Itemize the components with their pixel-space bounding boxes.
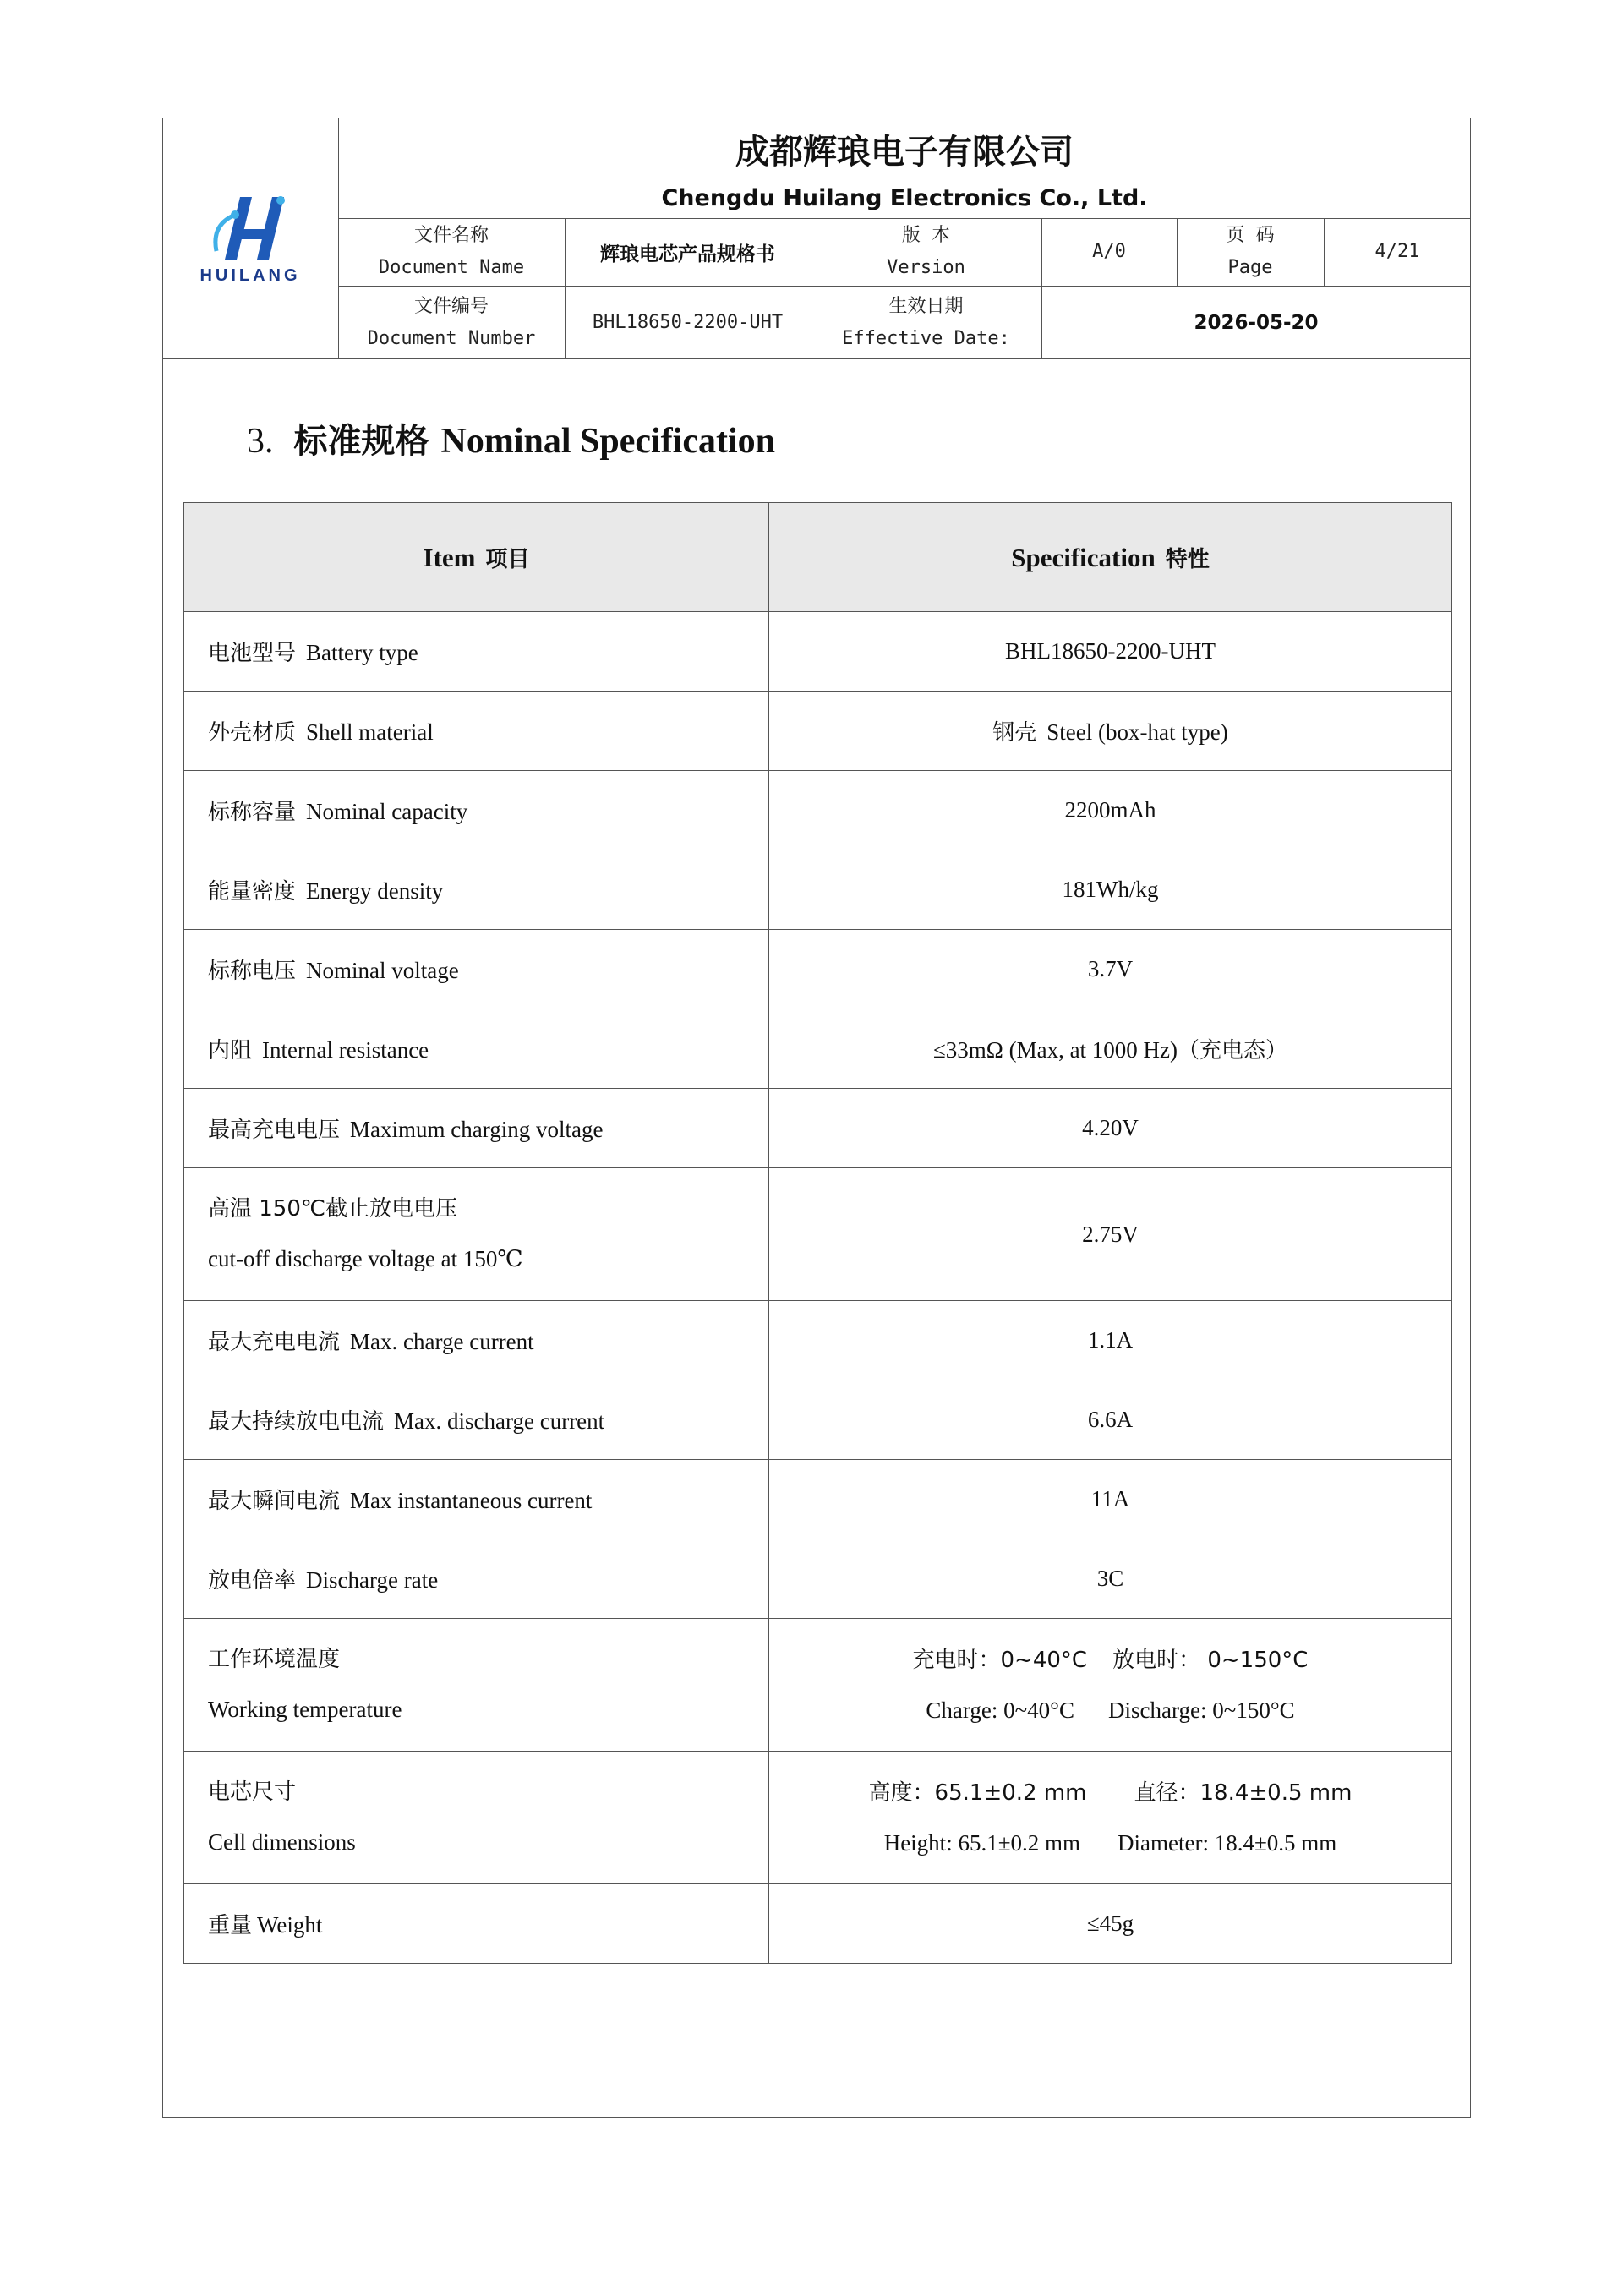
row-value: 3C: [769, 1539, 1452, 1619]
row-value: 2200mAh: [769, 771, 1452, 850]
row-item-en: Max. charge current: [350, 1329, 534, 1354]
row-value: [769, 1619, 1452, 1752]
row-item: [184, 1539, 769, 1619]
row-item: [184, 1301, 769, 1380]
row-item-cn: 最高充电电压: [208, 1118, 341, 1143]
row-item-en: Nominal voltage: [306, 958, 459, 983]
table-row: [184, 1539, 1452, 1619]
nominal-spec-table: [183, 502, 1452, 1964]
row-item-en: Energy density: [306, 878, 444, 904]
row-item-cn: 放电倍率: [208, 1568, 297, 1594]
version-value: A/0: [1092, 241, 1126, 262]
section-number: 3.: [247, 422, 274, 461]
header-item-cn: 项目: [485, 546, 530, 572]
page-label-en: Page: [1227, 257, 1273, 278]
table-row: [184, 612, 1452, 692]
row-item-en: Nominal capacity: [306, 799, 468, 824]
header-item-en: Item: [423, 542, 476, 572]
row-value-en: ≤33mΩ (Max, at 1000 Hz): [932, 1037, 1178, 1063]
row-item-en: Discharge rate: [306, 1567, 439, 1593]
row-value-cn: 钢壳: [992, 720, 1037, 746]
table-row: [184, 850, 1452, 930]
row-item: [184, 612, 769, 692]
row-value: 4.20V: [769, 1089, 1452, 1168]
row-item-cn: 外壳材质: [208, 720, 297, 746]
version-label-cn: 版 本: [901, 225, 951, 246]
effective-label-cn: 生效日期: [888, 295, 964, 317]
discharge-temp-en: Discharge: 0~150°C: [1108, 1697, 1295, 1723]
row-item-en: Internal resistance: [262, 1037, 429, 1063]
logo-text: HUILANG: [199, 265, 301, 285]
huilang-logo-icon: [208, 192, 292, 263]
doc-name-label: [338, 218, 565, 286]
effective-label-en: Effective Date:: [842, 327, 1010, 349]
table-row: [184, 1301, 1452, 1380]
row-item-en: Weight: [257, 1912, 323, 1938]
effective-date-label: [811, 286, 1041, 359]
row-item: [184, 850, 769, 930]
company-name-en: Chengdu Huilang Electronics Co., Ltd.: [661, 184, 1148, 211]
row-item: [184, 1089, 769, 1168]
row-item-line1: 电芯尺寸: [208, 1779, 297, 1805]
row-value: 2.75V: [769, 1168, 1452, 1301]
header-spec-cn: 特性: [1165, 546, 1210, 572]
row-item-en: Shell material: [306, 719, 434, 745]
row-item: [184, 1460, 769, 1539]
company-logo: [162, 118, 338, 359]
row-item-cn: 标称容量: [208, 800, 297, 825]
table-row: [184, 771, 1452, 850]
row-item-cn: 最大持续放电电流: [208, 1409, 385, 1435]
row-value: 3.7V: [769, 930, 1452, 1009]
row-item-cn: 标称电压: [208, 959, 297, 984]
row-item: [184, 1009, 769, 1089]
row-item-line1: 高温 150℃截止放电电压: [208, 1196, 458, 1222]
row-value: 6.6A: [769, 1380, 1452, 1460]
doc-number-value: BHL18650-2200-UHT: [592, 311, 784, 333]
page-label-cn: 页 码: [1226, 225, 1275, 246]
row-item-cn: 电池型号: [208, 641, 297, 666]
row-item: [184, 1884, 769, 1964]
version-label-en: Version: [887, 257, 965, 278]
row-value: [769, 692, 1452, 771]
diameter-cn: 直径：18.4±0.5 mm: [1134, 1779, 1352, 1806]
table-row: [184, 930, 1452, 1009]
row-value-cn: （充电态）: [1178, 1038, 1288, 1063]
document-header: [162, 118, 1471, 359]
charge-temp-cn: 充电时：0~40°C: [912, 1647, 1088, 1673]
doc-number-label-cn: 文件编号: [413, 295, 489, 317]
row-item-line1: 工作环境温度: [208, 1647, 341, 1672]
section-title: [247, 414, 775, 462]
discharge-temp-cn: 放电时： 0~150°C: [1112, 1647, 1309, 1673]
version-label: [811, 218, 1041, 286]
table-row: [184, 692, 1452, 771]
row-item-line2: Working temperature: [208, 1697, 402, 1722]
row-item: [184, 1619, 769, 1752]
doc-number-label-en: Document Number: [367, 327, 536, 349]
table-row: [184, 1619, 1452, 1752]
row-item-cn: 重量: [208, 1913, 253, 1938]
header-item: [184, 503, 769, 612]
row-value: 11A: [769, 1460, 1452, 1539]
charge-temp-en: Charge: 0~40°C: [926, 1697, 1074, 1723]
height-cn: 高度：65.1±0.2 mm: [868, 1779, 1087, 1806]
effective-date-value: 2026-05-20: [1194, 311, 1319, 334]
row-item: [184, 771, 769, 850]
table-row: [184, 1380, 1452, 1460]
row-item-en: Battery type: [306, 640, 418, 665]
row-item-line2: Cell dimensions: [208, 1829, 356, 1855]
doc-number-label: [338, 286, 565, 359]
row-item: [184, 1168, 769, 1301]
row-value-en: Steel (box-hat type): [1046, 719, 1228, 745]
row-item: [184, 1752, 769, 1884]
page-label: [1177, 218, 1324, 286]
table-row: [184, 1089, 1452, 1168]
header-spec-en: Specification: [1011, 542, 1156, 572]
diameter-en: Diameter: 18.4±0.5 mm: [1118, 1829, 1337, 1856]
table-header-row: [184, 503, 1452, 612]
table-row: [184, 1884, 1452, 1964]
table-row: [184, 1168, 1452, 1301]
row-item-cn: 能量密度: [208, 879, 297, 905]
company-name-cn: 成都辉琅电子有限公司: [735, 132, 1074, 172]
row-item-en: Max instantaneous current: [350, 1488, 593, 1513]
row-item: [184, 692, 769, 771]
row-item-line2: cut-off discharge voltage at 150℃: [208, 1246, 523, 1271]
table-row: [184, 1752, 1452, 1884]
header-spec: [769, 503, 1452, 612]
section-title-en: Nominal Specification: [440, 422, 775, 461]
row-item-cn: 最大充电电流: [208, 1330, 341, 1355]
row-value: BHL18650-2200-UHT: [769, 612, 1452, 692]
row-item-cn: 最大瞬间电流: [208, 1489, 341, 1514]
row-value: [769, 1752, 1452, 1884]
row-value: [769, 1009, 1452, 1089]
row-value: ≤45g: [769, 1884, 1452, 1964]
row-item: [184, 1380, 769, 1460]
row-item-cn: 内阻: [208, 1038, 253, 1063]
doc-name-label-en: Document Name: [378, 257, 525, 278]
height-en: Height: 65.1±0.2 mm: [883, 1829, 1081, 1856]
table-row: [184, 1460, 1452, 1539]
company-title: [338, 118, 1471, 218]
doc-name-value: 辉琅电芯产品规格书: [600, 243, 775, 265]
row-value: 1.1A: [769, 1301, 1452, 1380]
section-title-cn: 标准规格: [293, 422, 429, 461]
table-row: [184, 1009, 1452, 1089]
row-item: [184, 930, 769, 1009]
row-value: 181Wh/kg: [769, 850, 1452, 930]
doc-name-label-cn: 文件名称: [413, 225, 489, 246]
page-value: 4/21: [1374, 241, 1420, 262]
row-item-en: Maximum charging voltage: [350, 1117, 604, 1142]
row-item-en: Max. discharge current: [394, 1408, 605, 1434]
